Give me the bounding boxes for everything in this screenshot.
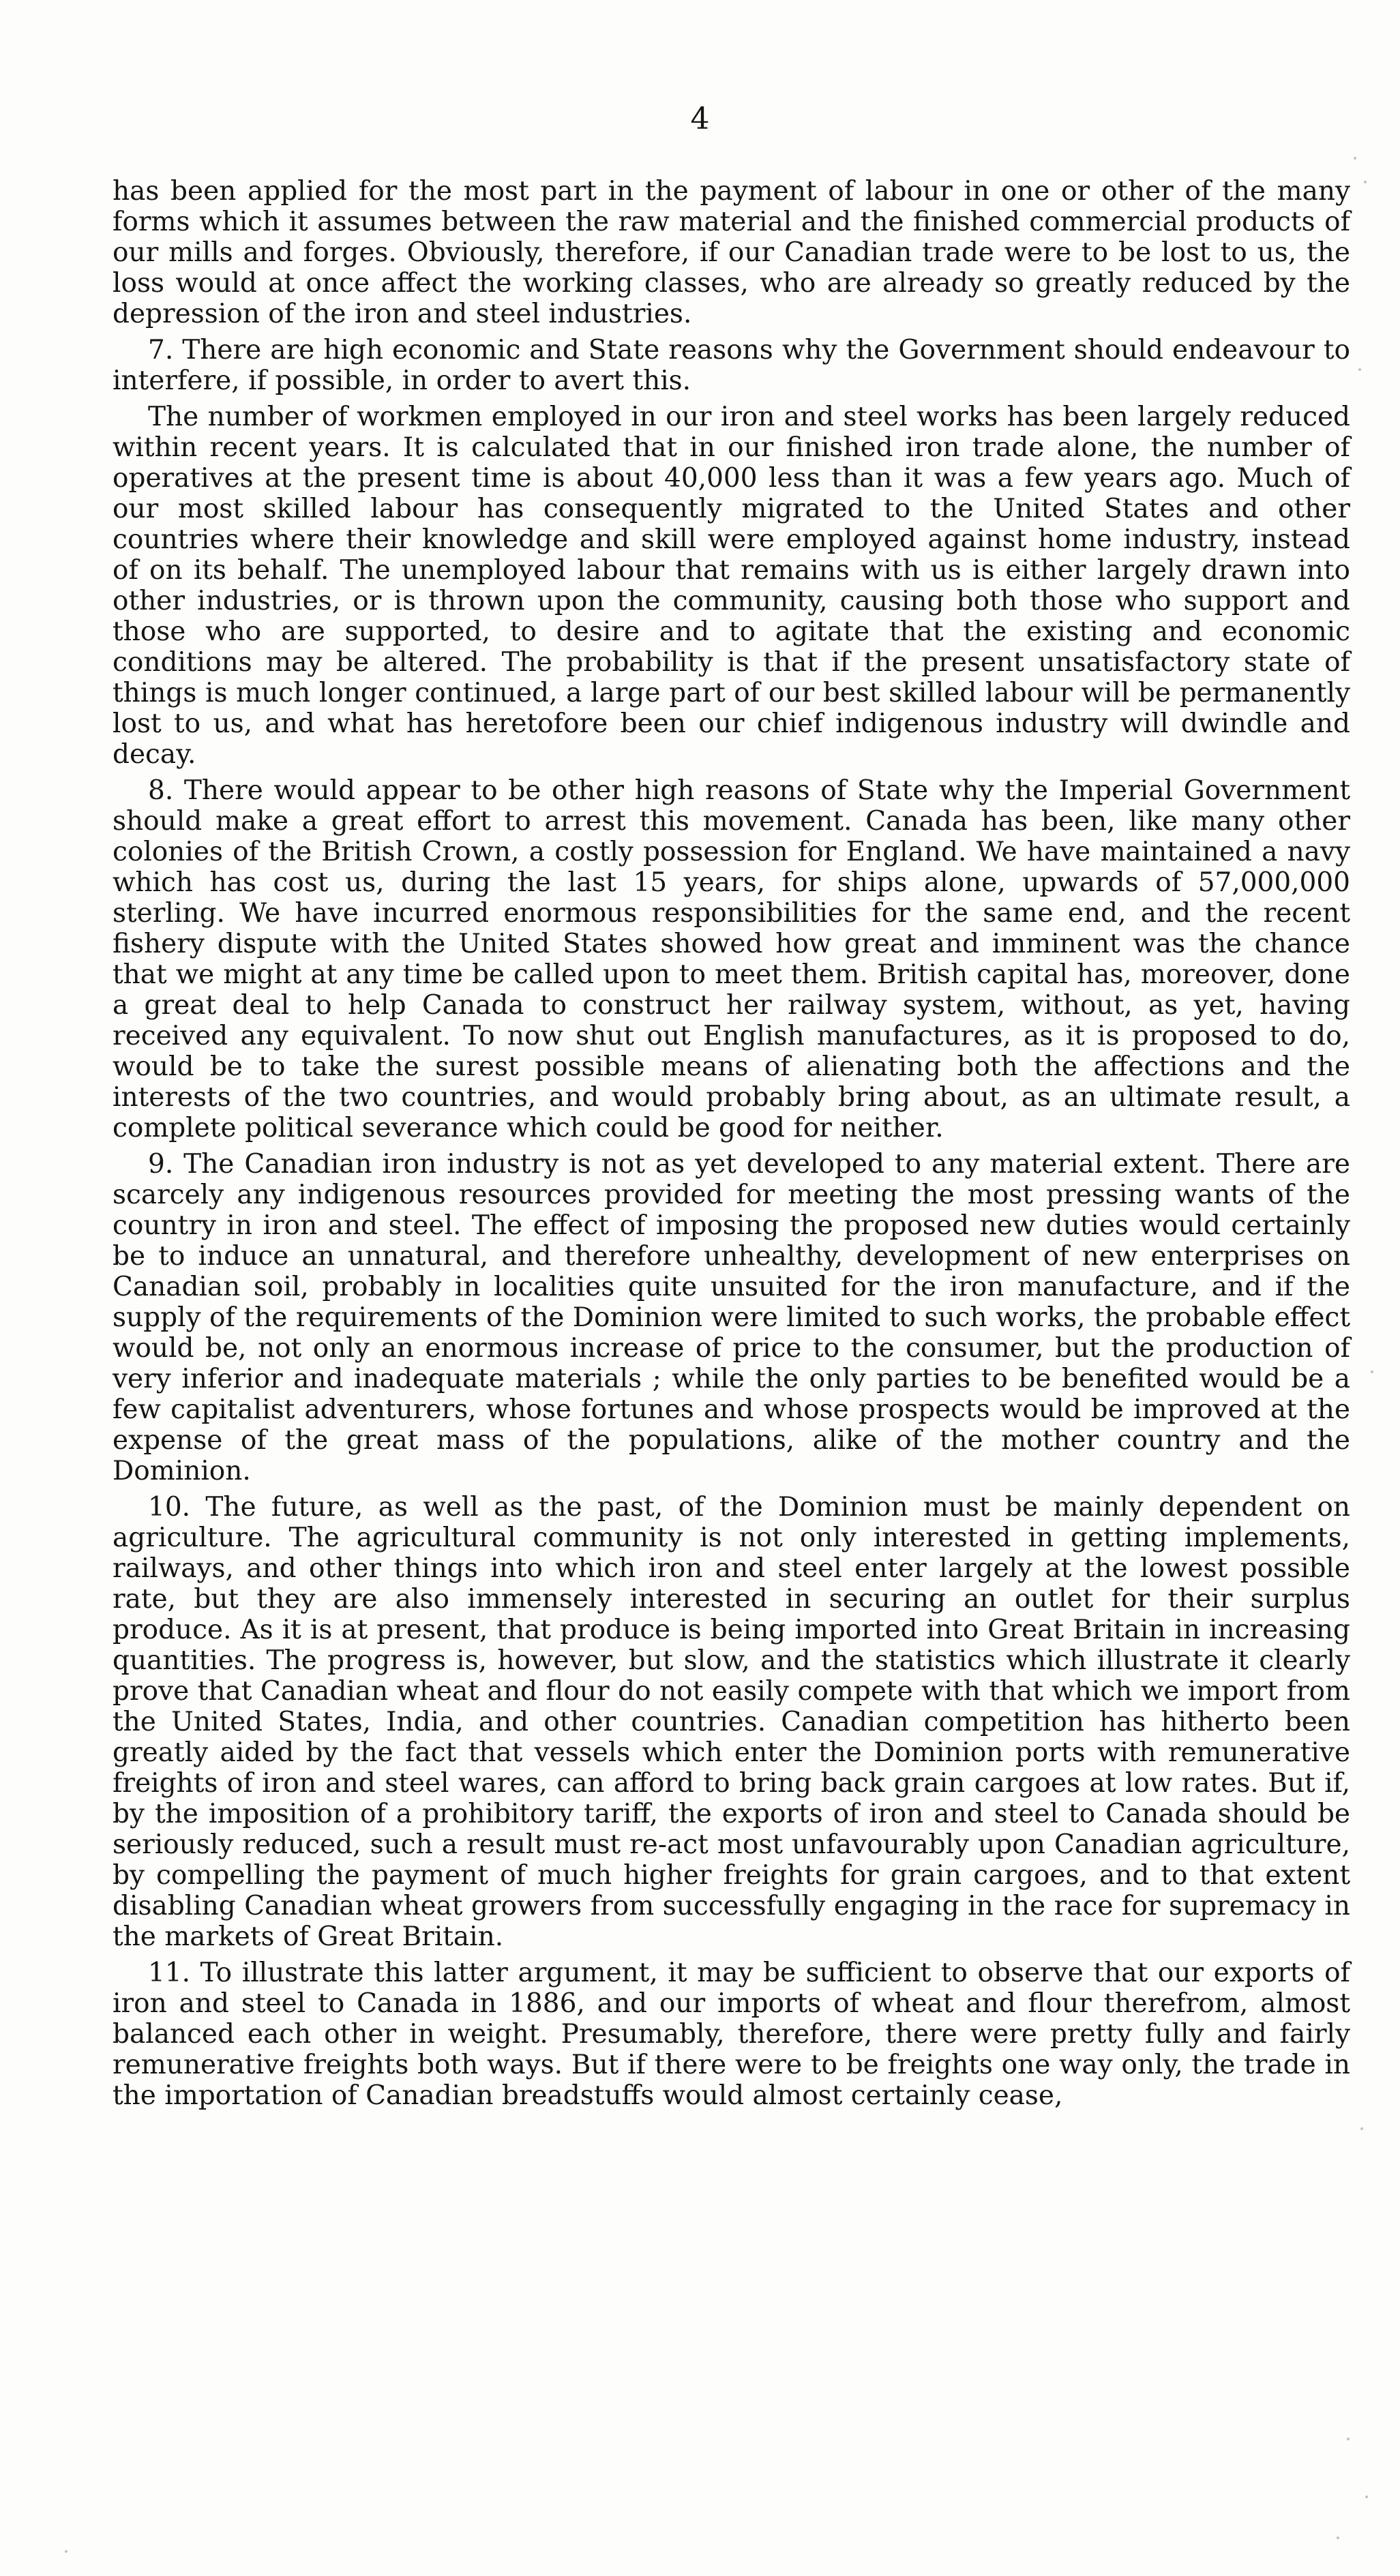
scan-speck <box>1337 2536 1339 2539</box>
paragraph-7-continued: The number of workmen employed in our iron and steel works has been largely reduced within recent years. It is calculated that in our finished iron trade alone, the number of operatives at the present time is about 40,000 less than it was a few years ago. Much of our most skilled labour has consequently migrated to the United States and other countries where their knowledge and skill were employed against home industry, instead of on its behalf. The unemployed labour that remains with us is either largely drawn into other industries, or is thrown upon the community, causing both those who support and those who are supported, to desire and to agitate that the existing and economic conditions may be altered. The probability is that if the present unsatisfactory state of things is much longer continued, a large part of our best skilled labour will be permanently lost to us, and what has heretofore been our chief indigenous industry will dwindle and decay. <box>113 402 1350 770</box>
paragraph-11: 11. To illustrate this latter argument, it may be sufficient to observe that our exports of iron and steel to Canada in 1886, and our imports of wheat and flour therefrom, almost balanced each other in weight. Presumably, therefore, there were pretty fully and fairly remunerative freights both ways. But if there were to be freights one way only, the trade in the importation of Canadian breadstuffs would almost certainly cease, <box>113 1958 1350 2111</box>
scan-speck <box>1364 181 1367 183</box>
scan-speck <box>1365 2496 1368 2498</box>
page-number: 4 <box>690 102 710 136</box>
scan-speck <box>1358 368 1361 371</box>
scan-speck <box>1360 2127 1363 2130</box>
paragraph-8: 8. There would appear to be other high reasons of State why the Imperial Government should make a great effort to arrest this movement. Canada has been, like many other colonies of the British Crown, a costly possession for England. We have maintained a navy which has cost us, during the last 15 years, for ships alone, upwards of 57,000,000 sterling. We have incurred enormous responsibilities for the same end, and the recent fishery dispute with the United States showed how great and imminent was the chance that we might at any time be called upon to meet them. British capital has, moreover, done a great deal to help Canada to construct her railway system, without, as yet, having received any equivalent. To now shut out English manufactures, as it is proposed to do, would be to take the surest possible means of alienating both the affections and the interests of the two countries, and would probably bring about, as an ultimate result, a complete political severance which could be good for neither. <box>113 775 1350 1143</box>
paragraph-continuation: has been applied for the most part in the payment of labour in one or other of the many forms which it assumes between the raw material and the finished commercial products of our mills and forges. Obviously, therefore, if our Canadian trade were to be lost to us, the loss would at once affect the working classes, who are already so greatly reduced by the depression of the iron and steel industries. <box>113 176 1350 329</box>
paragraph-9: 9. The Canadian iron industry is not as yet developed to any material extent. There are scarcely any indigenous resources provided for meeting the most pressing wants of the country in iron and steel. The effect of imposing the proposed new duties would certainly be to induce an unnatural, and therefore unhealthy, development of new enterprises on Canadian soil, probably in localities quite unsuited for the iron manufacture, and if the supply of the requirements of the Dominion were limited to such works, the probable effect would be, not only an enormous increase of price to the consumer, but the production of very inferior and inadequate materials ; while the only parties to be benefited would be a few capitalist adventurers, whose fortunes and whose prospects would be improved at the expense of the great mass of the populations, alike of the mother country and the Dominion. <box>113 1149 1350 1486</box>
scan-speck <box>1354 157 1356 160</box>
scan-speck <box>1347 2438 1350 2440</box>
scan-speck <box>65 2550 68 2553</box>
paragraph-7: 7. There are high economic and State reasons why the Government should endeavour to interfere, if possible, in order to avert this. <box>113 335 1350 396</box>
body-text <box>113 176 1350 2116</box>
scan-speck <box>1371 1371 1373 1373</box>
paragraph-10: 10. The future, as well as the past, of the Dominion must be mainly dependent on agriculture. The agricultural community is not only interested in getting implements, railways, and other things into which iron and steel enter largely at the lowest possible rate, but they are also immensely interested in securing an outlet for their surplus produce. As it is at present, that produce is being imported into Great Britain in increasing quantities. The progress is, however, but slow, and the statistics which illustrate it clearly prove that Canadian wheat and flour do not easily compete with that which we import from the United States, India, and other countries. Canadian competition has hitherto been greatly aided by the fact that vessels which enter the Dominion ports with remunerative freights of iron and steel wares, can afford to bring back grain cargoes at low rates. But if, by the imposition of a prohibitory tariff, the exports of iron and steel to Canada should be seriously reduced, such a result must re-act most unfavourably upon Canadian agriculture, by compelling the payment of much higher freights for grain cargoes, and to that extent disabling Canadian wheat growers from successfully engaging in the race for supremacy in the markets of Great Britain. <box>113 1492 1350 1952</box>
